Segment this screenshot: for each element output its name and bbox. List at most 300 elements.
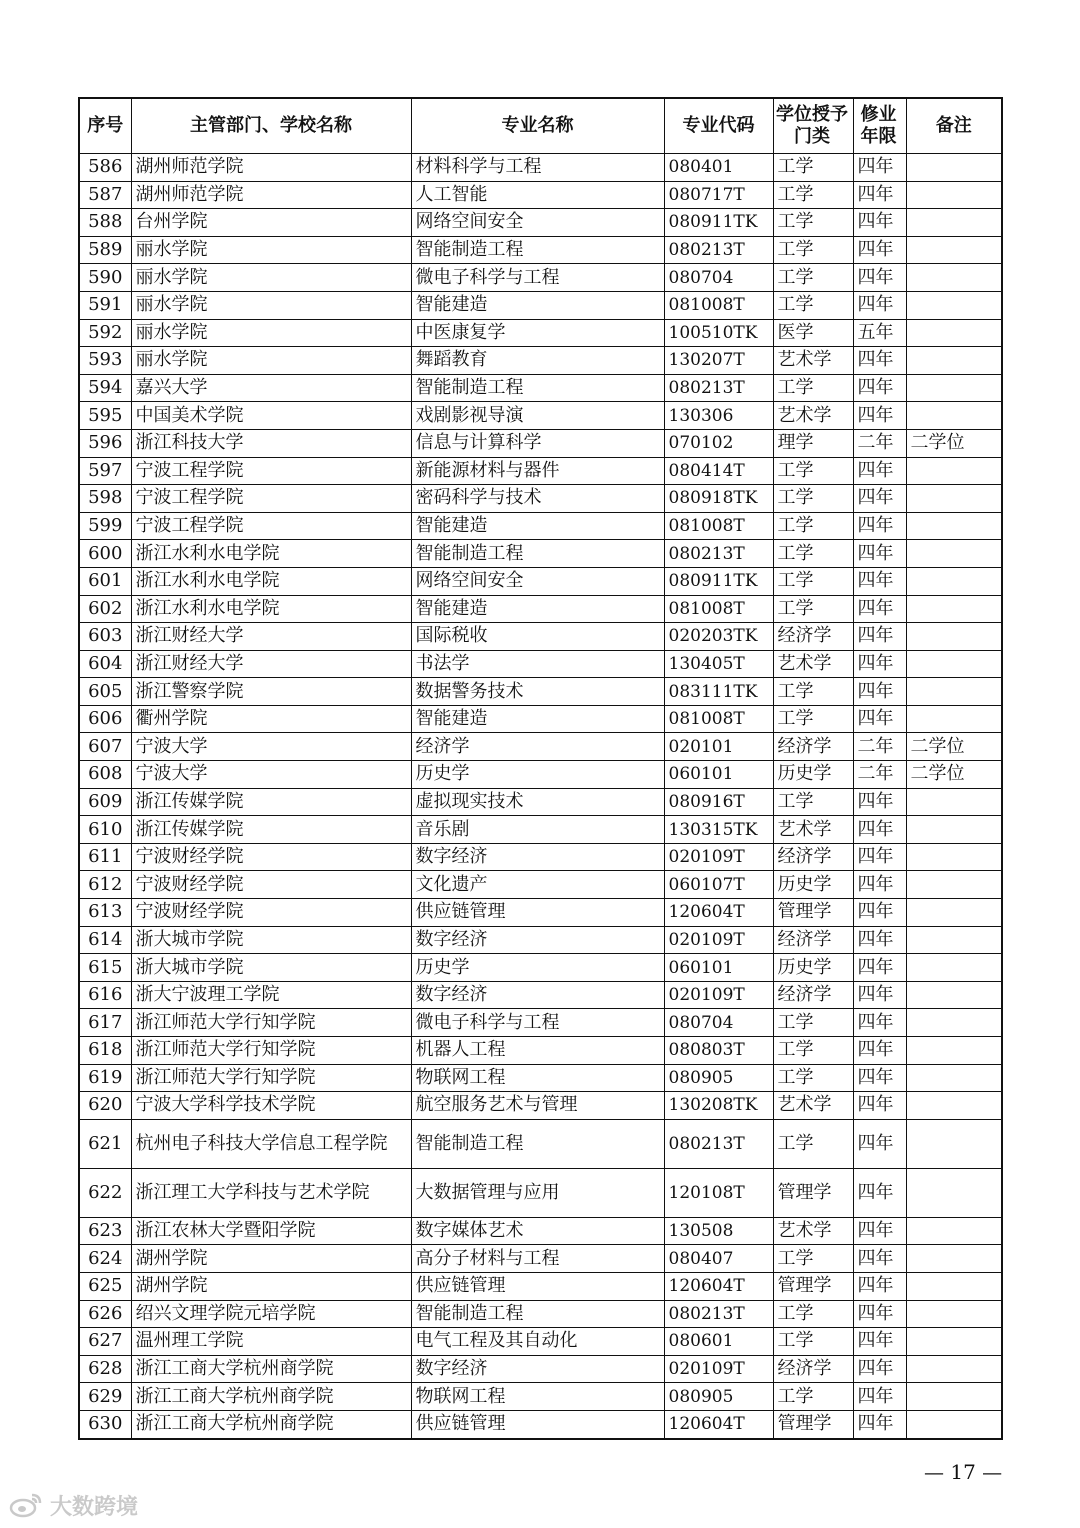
page-number: — 17 —: [924, 1460, 1003, 1484]
cell-school: 衢州学院: [131, 705, 411, 733]
cell-remarks: [906, 236, 1002, 264]
cell-years: 四年: [853, 954, 906, 982]
cell-school: 嘉兴大学: [131, 374, 411, 402]
cell-seq: 620: [79, 1092, 131, 1120]
cell-code: 080213T: [664, 374, 773, 402]
cell-remarks: [906, 623, 1002, 651]
table-row: [79, 429, 1002, 457]
header-years: 修业年限: [853, 98, 906, 154]
table-row: [79, 485, 1002, 513]
cell-degree: 工学: [773, 485, 853, 513]
cell-remarks: [906, 540, 1002, 568]
cell-seq: 601: [79, 567, 131, 595]
cell-code: 120108T: [664, 1168, 773, 1217]
cell-code: 020101: [664, 733, 773, 761]
table-row: [79, 402, 1002, 430]
table-row: [79, 291, 1002, 319]
cell-code: 130306: [664, 402, 773, 430]
table-row: [79, 926, 1002, 954]
cell-years: 四年: [853, 1300, 906, 1328]
cell-remarks: [906, 954, 1002, 982]
cell-school: 宁波工程学院: [131, 457, 411, 485]
cell-years: 四年: [853, 209, 906, 237]
cell-code: 081008T: [664, 595, 773, 623]
cell-seq: 604: [79, 650, 131, 678]
cell-years: 二年: [853, 761, 906, 789]
cell-code: 080803T: [664, 1037, 773, 1065]
cell-code: 080918TK: [664, 485, 773, 513]
cell-years: 四年: [853, 1092, 906, 1120]
table-row: [79, 1410, 1002, 1438]
table-row: [79, 1217, 1002, 1245]
cell-seq: 599: [79, 512, 131, 540]
cell-school: 浙江水利水电学院: [131, 595, 411, 623]
cell-seq: 628: [79, 1355, 131, 1383]
cell-degree: 经济学: [773, 926, 853, 954]
cell-degree: 管理学: [773, 899, 853, 927]
cell-major: 微电子科学与工程: [411, 1009, 664, 1037]
cell-major: 数字媒体艺术: [411, 1217, 664, 1245]
cell-code: 080717T: [664, 181, 773, 209]
cell-seq: 610: [79, 816, 131, 844]
table-row: [79, 236, 1002, 264]
cell-remarks: [906, 291, 1002, 319]
cell-degree: 艺术学: [773, 402, 853, 430]
cell-degree: 艺术学: [773, 1092, 853, 1120]
cell-major: 虚拟现实技术: [411, 788, 664, 816]
table-row: [79, 540, 1002, 568]
cell-seq: 621: [79, 1119, 131, 1168]
cell-code: 081008T: [664, 512, 773, 540]
cell-code: 060101: [664, 954, 773, 982]
cell-remarks: [906, 926, 1002, 954]
cell-school: 浙江水利水电学院: [131, 567, 411, 595]
cell-code: 080905: [664, 1064, 773, 1092]
cell-seq: 614: [79, 926, 131, 954]
cell-years: 四年: [853, 595, 906, 623]
table-row: [79, 1092, 1002, 1120]
cell-seq: 613: [79, 899, 131, 927]
cell-major: 智能建造: [411, 595, 664, 623]
cell-degree: 经济学: [773, 1355, 853, 1383]
cell-remarks: [906, 678, 1002, 706]
table-row: [79, 1383, 1002, 1411]
cell-school: 浙江传媒学院: [131, 788, 411, 816]
table-row: [79, 788, 1002, 816]
cell-years: 二年: [853, 733, 906, 761]
table-row: [79, 733, 1002, 761]
table-row: [79, 843, 1002, 871]
cell-school: 浙大城市学院: [131, 926, 411, 954]
table-row: [79, 761, 1002, 789]
cell-school: 台州学院: [131, 209, 411, 237]
cell-code: 020109T: [664, 843, 773, 871]
table-row: [79, 209, 1002, 237]
table-row: [79, 981, 1002, 1009]
cell-school: 绍兴文理学院元培学院: [131, 1300, 411, 1328]
cell-major: 供应链管理: [411, 899, 664, 927]
cell-degree: 工学: [773, 705, 853, 733]
table-row: [79, 1009, 1002, 1037]
cell-degree: 历史学: [773, 954, 853, 982]
cell-remarks: [906, 1168, 1002, 1217]
cell-major: 密码科学与技术: [411, 485, 664, 513]
cell-remarks: 二学位: [906, 761, 1002, 789]
table-row: [79, 705, 1002, 733]
cell-years: 四年: [853, 347, 906, 375]
cell-school: 宁波财经学院: [131, 871, 411, 899]
cell-code: 080213T: [664, 1119, 773, 1168]
cell-code: 130208TK: [664, 1092, 773, 1120]
table-row: [79, 954, 1002, 982]
cell-degree: 工学: [773, 595, 853, 623]
cell-school: 丽水学院: [131, 347, 411, 375]
header-code: 专业代码: [664, 98, 773, 154]
cell-seq: 624: [79, 1245, 131, 1273]
cell-seq: 589: [79, 236, 131, 264]
table-row: [79, 623, 1002, 651]
cell-years: 二年: [853, 429, 906, 457]
cell-school: 浙江科技大学: [131, 429, 411, 457]
cell-major: 中医康复学: [411, 319, 664, 347]
cell-seq: 598: [79, 485, 131, 513]
cell-remarks: [906, 154, 1002, 182]
cell-remarks: [906, 264, 1002, 292]
cell-years: 四年: [853, 1328, 906, 1356]
cell-major: 人工智能: [411, 181, 664, 209]
cell-years: 四年: [853, 485, 906, 513]
cell-major: 音乐剧: [411, 816, 664, 844]
majors-table: [78, 97, 1003, 1440]
cell-seq: 618: [79, 1037, 131, 1065]
table-row: [79, 1328, 1002, 1356]
cell-degree: 工学: [773, 1009, 853, 1037]
cell-degree: 工学: [773, 1064, 853, 1092]
cell-degree: 艺术学: [773, 650, 853, 678]
cell-years: 四年: [853, 512, 906, 540]
table-row: [79, 154, 1002, 182]
cell-major: 书法学: [411, 650, 664, 678]
cell-years: 四年: [853, 402, 906, 430]
cell-years: 四年: [853, 1009, 906, 1037]
cell-major: 网络空间安全: [411, 209, 664, 237]
cell-remarks: [906, 567, 1002, 595]
cell-remarks: [906, 374, 1002, 402]
cell-seq: 629: [79, 1383, 131, 1411]
cell-major: 供应链管理: [411, 1272, 664, 1300]
cell-degree: 经济学: [773, 623, 853, 651]
cell-seq: 592: [79, 319, 131, 347]
cell-major: 智能制造工程: [411, 374, 664, 402]
cell-degree: 工学: [773, 291, 853, 319]
cell-major: 智能制造工程: [411, 540, 664, 568]
cell-years: 四年: [853, 678, 906, 706]
cell-major: 智能建造: [411, 291, 664, 319]
cell-remarks: [906, 402, 1002, 430]
cell-degree: 艺术学: [773, 347, 853, 375]
table-row: [79, 319, 1002, 347]
cell-degree: 历史学: [773, 761, 853, 789]
cell-remarks: [906, 485, 1002, 513]
cell-major: 历史学: [411, 761, 664, 789]
cell-school: 宁波大学: [131, 761, 411, 789]
cell-seq: 622: [79, 1168, 131, 1217]
cell-school: 浙江农林大学暨阳学院: [131, 1217, 411, 1245]
cell-seq: 605: [79, 678, 131, 706]
cell-years: 四年: [853, 843, 906, 871]
cell-seq: 608: [79, 761, 131, 789]
cell-school: 丽水学院: [131, 264, 411, 292]
cell-remarks: [906, 1300, 1002, 1328]
cell-code: 120604T: [664, 1272, 773, 1300]
cell-school: 浙大城市学院: [131, 954, 411, 982]
cell-years: 四年: [853, 181, 906, 209]
cell-code: 020109T: [664, 926, 773, 954]
cell-years: 四年: [853, 1168, 906, 1217]
cell-major: 微电子科学与工程: [411, 264, 664, 292]
table-row: [79, 567, 1002, 595]
cell-years: 四年: [853, 926, 906, 954]
cell-school: 宁波工程学院: [131, 512, 411, 540]
cell-seq: 602: [79, 595, 131, 623]
cell-remarks: [906, 1410, 1002, 1438]
cell-degree: 工学: [773, 209, 853, 237]
cell-seq: 590: [79, 264, 131, 292]
cell-school: 浙江理工大学科技与艺术学院: [131, 1168, 411, 1217]
cell-school: 浙江师范大学行知学院: [131, 1037, 411, 1065]
cell-years: 四年: [853, 899, 906, 927]
watermark-text: 大数跨境: [50, 1494, 139, 1520]
cell-degree: 工学: [773, 1383, 853, 1411]
cell-degree: 工学: [773, 1245, 853, 1273]
cell-major: 智能制造工程: [411, 236, 664, 264]
cell-degree: 工学: [773, 457, 853, 485]
cell-seq: 630: [79, 1410, 131, 1438]
cell-major: 历史学: [411, 954, 664, 982]
cell-school: 浙江师范大学行知学院: [131, 1009, 411, 1037]
cell-remarks: [906, 1217, 1002, 1245]
table-row: [79, 1168, 1002, 1217]
cell-degree: 工学: [773, 540, 853, 568]
cell-seq: 594: [79, 374, 131, 402]
cell-seq: 587: [79, 181, 131, 209]
cell-remarks: [906, 899, 1002, 927]
cell-seq: 603: [79, 623, 131, 651]
cell-seq: 600: [79, 540, 131, 568]
cell-seq: 616: [79, 981, 131, 1009]
cell-code: 083111TK: [664, 678, 773, 706]
cell-seq: 593: [79, 347, 131, 375]
cell-seq: 617: [79, 1009, 131, 1037]
cell-years: 四年: [853, 264, 906, 292]
header-remarks: 备注: [906, 98, 1002, 154]
cell-seq: 606: [79, 705, 131, 733]
cell-remarks: [906, 457, 1002, 485]
cell-remarks: [906, 1064, 1002, 1092]
cell-code: 120604T: [664, 1410, 773, 1438]
cell-degree: 工学: [773, 512, 853, 540]
cell-years: 四年: [853, 540, 906, 568]
cell-remarks: [906, 1037, 1002, 1065]
cell-degree: 工学: [773, 1037, 853, 1065]
cell-degree: 艺术学: [773, 816, 853, 844]
cell-code: 080414T: [664, 457, 773, 485]
cell-remarks: 二学位: [906, 733, 1002, 761]
cell-code: 080213T: [664, 236, 773, 264]
cell-years: 四年: [853, 1355, 906, 1383]
cell-code: 080911TK: [664, 209, 773, 237]
cell-major: 戏剧影视导演: [411, 402, 664, 430]
cell-years: 四年: [853, 623, 906, 651]
cell-years: 四年: [853, 816, 906, 844]
cell-degree: 工学: [773, 1119, 853, 1168]
cell-degree: 管理学: [773, 1168, 853, 1217]
cell-code: 060101: [664, 761, 773, 789]
cell-seq: 591: [79, 291, 131, 319]
cell-degree: 理学: [773, 429, 853, 457]
table-body: [79, 154, 1002, 1439]
cell-school: 浙大宁波理工学院: [131, 981, 411, 1009]
cell-major: 智能制造工程: [411, 1300, 664, 1328]
cell-years: 四年: [853, 291, 906, 319]
cell-code: 130508: [664, 1217, 773, 1245]
table-row: [79, 1037, 1002, 1065]
cell-major: 高分子材料与工程: [411, 1245, 664, 1273]
cell-school: 浙江工商大学杭州商学院: [131, 1383, 411, 1411]
table-row: [79, 1355, 1002, 1383]
cell-major: 智能建造: [411, 705, 664, 733]
cell-degree: 工学: [773, 1300, 853, 1328]
cell-school: 中国美术学院: [131, 402, 411, 430]
cell-years: 四年: [853, 1272, 906, 1300]
cell-seq: 588: [79, 209, 131, 237]
cell-years: 四年: [853, 788, 906, 816]
cell-school: 湖州学院: [131, 1245, 411, 1273]
cell-school: 浙江警察学院: [131, 678, 411, 706]
cell-remarks: [906, 1092, 1002, 1120]
cell-code: 081008T: [664, 291, 773, 319]
cell-remarks: [906, 181, 1002, 209]
cell-years: 五年: [853, 319, 906, 347]
cell-major: 网络空间安全: [411, 567, 664, 595]
cell-years: 四年: [853, 1217, 906, 1245]
cell-school: 浙江工商大学杭州商学院: [131, 1410, 411, 1438]
cell-seq: 623: [79, 1217, 131, 1245]
cell-years: 四年: [853, 236, 906, 264]
header-major: 专业名称: [411, 98, 664, 154]
cell-years: 四年: [853, 154, 906, 182]
cell-major: 航空服务艺术与管理: [411, 1092, 664, 1120]
cell-major: 新能源材料与器件: [411, 457, 664, 485]
cell-degree: 管理学: [773, 1410, 853, 1438]
cell-major: 数字经济: [411, 1355, 664, 1383]
cell-years: 四年: [853, 1245, 906, 1273]
cell-major: 电气工程及其自动化: [411, 1328, 664, 1356]
cell-major: 材料科学与工程: [411, 154, 664, 182]
cell-school: 湖州师范学院: [131, 181, 411, 209]
cell-code: 100510TK: [664, 319, 773, 347]
table-row: [79, 595, 1002, 623]
cell-major: 数字经济: [411, 843, 664, 871]
cell-code: 020109T: [664, 981, 773, 1009]
table-row: [79, 181, 1002, 209]
cell-code: 070102: [664, 429, 773, 457]
cell-remarks: [906, 650, 1002, 678]
cell-degree: 艺术学: [773, 1217, 853, 1245]
cell-years: 四年: [853, 1383, 906, 1411]
cell-code: 130207T: [664, 347, 773, 375]
cell-remarks: [906, 816, 1002, 844]
table-row: [79, 1245, 1002, 1273]
table-row: [79, 678, 1002, 706]
cell-school: 丽水学院: [131, 291, 411, 319]
header-school: 主管部门、学校名称: [131, 98, 411, 154]
cell-seq: 586: [79, 154, 131, 182]
cell-major: 国际税收: [411, 623, 664, 651]
cell-years: 四年: [853, 457, 906, 485]
cell-seq: 612: [79, 871, 131, 899]
table-row: [79, 264, 1002, 292]
table-row: [79, 871, 1002, 899]
cell-school: 浙江水利水电学院: [131, 540, 411, 568]
cell-school: 湖州师范学院: [131, 154, 411, 182]
cell-seq: 597: [79, 457, 131, 485]
cell-degree: 工学: [773, 1328, 853, 1356]
cell-code: 080704: [664, 1009, 773, 1037]
cell-degree: 管理学: [773, 1272, 853, 1300]
cell-remarks: [906, 347, 1002, 375]
cell-degree: 历史学: [773, 871, 853, 899]
table-row: [79, 512, 1002, 540]
cell-degree: 工学: [773, 374, 853, 402]
cell-major: 智能建造: [411, 512, 664, 540]
table-row: [79, 816, 1002, 844]
cell-code: 081008T: [664, 705, 773, 733]
cell-remarks: 二学位: [906, 429, 1002, 457]
cell-remarks: [906, 1009, 1002, 1037]
cell-code: 080704: [664, 264, 773, 292]
table-row: [79, 1064, 1002, 1092]
cell-code: 080401: [664, 154, 773, 182]
cell-remarks: [906, 1245, 1002, 1273]
cell-major: 数字经济: [411, 926, 664, 954]
cell-degree: 经济学: [773, 981, 853, 1009]
watermark: [8, 1490, 138, 1520]
cell-school: 浙江师范大学行知学院: [131, 1064, 411, 1092]
cell-years: 四年: [853, 1119, 906, 1168]
cell-code: 130405T: [664, 650, 773, 678]
table-row: [79, 374, 1002, 402]
cell-years: 四年: [853, 567, 906, 595]
cell-degree: 工学: [773, 154, 853, 182]
cell-school: 浙江财经大学: [131, 623, 411, 651]
cell-degree: 工学: [773, 264, 853, 292]
cell-degree: 工学: [773, 236, 853, 264]
cell-school: 浙江传媒学院: [131, 816, 411, 844]
cell-school: 宁波大学科学技术学院: [131, 1092, 411, 1120]
cell-major: 数据警务技术: [411, 678, 664, 706]
cell-years: 四年: [853, 374, 906, 402]
cell-seq: 609: [79, 788, 131, 816]
cell-years: 四年: [853, 650, 906, 678]
cell-seq: 595: [79, 402, 131, 430]
cell-code: 060107T: [664, 871, 773, 899]
cell-school: 宁波财经学院: [131, 843, 411, 871]
cell-school: 湖州学院: [131, 1272, 411, 1300]
cell-major: 供应链管理: [411, 1410, 664, 1438]
cell-seq: 607: [79, 733, 131, 761]
cell-remarks: [906, 209, 1002, 237]
